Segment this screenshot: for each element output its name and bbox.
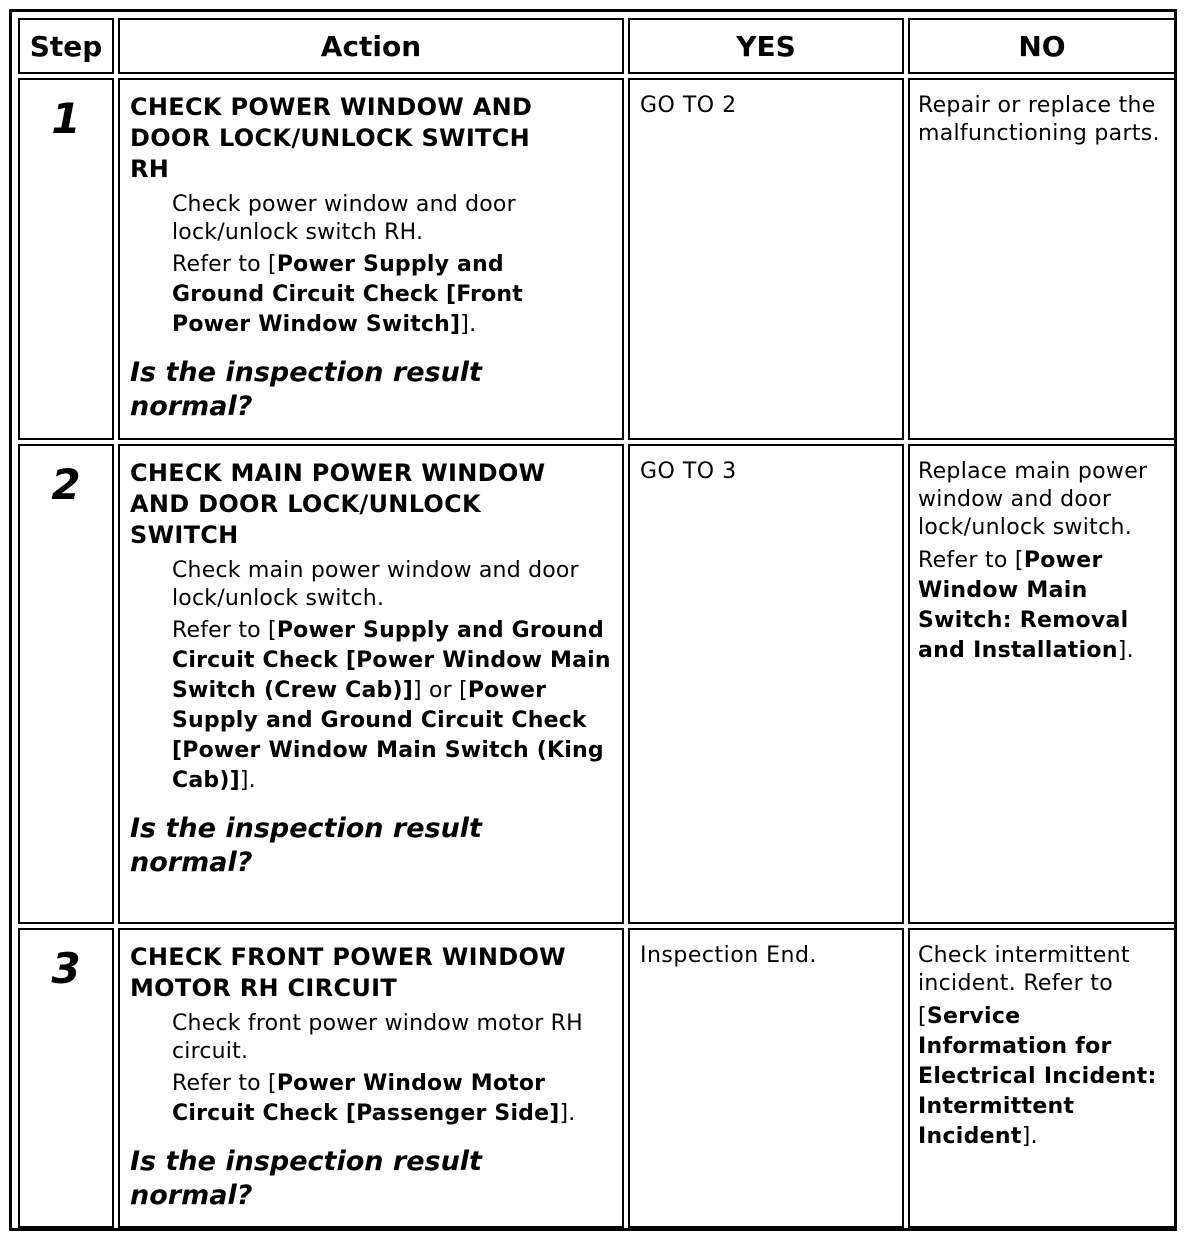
- step-number: 1: [18, 78, 114, 440]
- action-title: CHECK MAIN POWER WINDOW AND DOOR LOCK/UNLOCK SWITCH: [130, 459, 546, 549]
- header-action: Action: [118, 18, 624, 74]
- refer-prefix: Refer to [: [172, 252, 277, 277]
- refer-prefix: [: [918, 1004, 927, 1029]
- action-reference: [172, 1069, 612, 1129]
- refer-prefix: Refer to [: [172, 618, 277, 643]
- no-cell: Repair or replace the malfunctioning parts.: [908, 78, 1176, 440]
- no-reference: [918, 546, 1166, 666]
- table-row: [18, 444, 1176, 924]
- action-cell: [118, 78, 624, 440]
- no-reference: [918, 1002, 1166, 1152]
- action-cell: [118, 444, 624, 924]
- action-reference: [172, 250, 592, 340]
- header-no: NO: [908, 18, 1176, 74]
- no-cell: [908, 444, 1176, 924]
- refer-prefix: Refer to [: [918, 548, 1024, 573]
- yes-cell: GO TO 2: [628, 78, 904, 440]
- action-reference: [172, 616, 612, 796]
- yes-cell: Inspection End.: [628, 928, 904, 1228]
- yes-cell: GO TO 3: [628, 444, 904, 924]
- action-title: CHECK POWER WINDOW AND DOOR LOCK/UNLOCK SWITCH RH: [130, 93, 533, 183]
- step-number: 2: [18, 444, 114, 924]
- refer-close: ].: [239, 768, 256, 793]
- no-text: Replace main power window and door lock/unlock switch.: [918, 459, 1148, 540]
- diagnosis-table: [14, 14, 1180, 1232]
- reference-link[interactable]: Power Supply and Ground Circuit Check [Front Power Window Switch]: [172, 252, 523, 337]
- action-title: CHECK FRONT POWER WINDOW MOTOR RH CIRCUIT: [130, 943, 566, 1002]
- refer-close: ].: [1021, 1124, 1038, 1149]
- action-body: [172, 1010, 612, 1129]
- action-body: [172, 191, 592, 340]
- refer-prefix: Refer to [: [172, 1071, 277, 1096]
- reference-link[interactable]: Power Window Motor Circuit Check [Passenger Side]: [172, 1071, 560, 1126]
- inspection-question: Is the inspection result normal?: [130, 357, 482, 422]
- reference-link[interactable]: Power Supply and Ground Circuit Check [Power Window Main Switch (King Cab)]: [172, 678, 604, 793]
- reference-link[interactable]: Service Information for Electrical Incident: Intermittent Incident: [918, 1004, 1157, 1149]
- no-cell: [908, 928, 1176, 1228]
- refer-close: ].: [460, 312, 477, 337]
- reference-link[interactable]: Power Supply and Ground Circuit Check [Power Window Main Switch (Crew Cab)]: [172, 618, 611, 703]
- table-row: [18, 78, 1176, 440]
- refer-close: ].: [1117, 638, 1134, 663]
- no-text: Check intermittent incident. Refer to: [918, 943, 1130, 996]
- action-body: [172, 557, 612, 796]
- table-row: [18, 928, 1176, 1228]
- header-row: [18, 18, 1176, 74]
- step-number: 3: [18, 928, 114, 1228]
- header-yes: YES: [628, 18, 904, 74]
- diagnosis-table-frame: [9, 9, 1177, 1231]
- action-cell: [118, 928, 624, 1228]
- reference-link[interactable]: Power Window Main Switch: Removal and Installation: [918, 548, 1129, 663]
- inspection-question: Is the inspection result normal?: [130, 813, 482, 878]
- action-description: Check power window and door lock/unlock switch RH.: [172, 192, 516, 245]
- refer-close: ].: [559, 1101, 576, 1126]
- refer-mid: ] or [: [413, 678, 468, 703]
- inspection-question: Is the inspection result normal?: [130, 1146, 482, 1211]
- action-description: Check front power window motor RH circuit.: [172, 1011, 583, 1064]
- action-description: Check main power window and door lock/unlock switch.: [172, 558, 579, 611]
- header-step: Step: [18, 18, 114, 74]
